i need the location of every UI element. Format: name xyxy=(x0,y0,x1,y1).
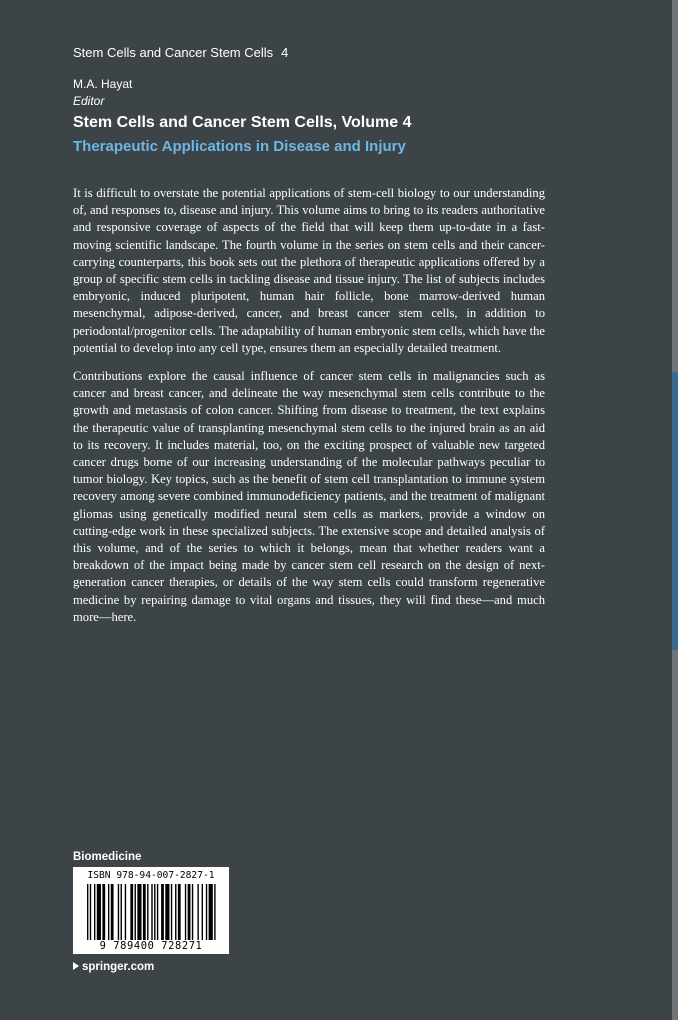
description-paragraph: It is difficult to overstate the potential applications of stem-cell biology to our understanding of, and responses to, disease and injury. This volume aims to bring to its readers authoritative and responsive coverage of aspects of the field that will keep them up-to-date in a fast-moving scientific landscape. The fourth volume in the series on stem cells and their cancer-carrying counterparts, this book sets out the plethora of therapeutic applications offered by a group of specific stem cells in tackling disease and tissue injury. The list of subjects includes embryonic, induced pluripotent, human hair follicle, bone marrow-derived human mesenchymal, adipose-derived, cancer, and breast cancer stem cells, in addition to periodontal/progenitor cells. The adaptability of human embryonic stem cells, which have the potential to develop into any cell type, ensures them an especially detailed treatment. xyxy=(73,186,545,355)
barcode-bar xyxy=(209,884,213,940)
barcode-bar xyxy=(214,884,215,940)
barcode-bar xyxy=(206,884,207,940)
spine-accent-band xyxy=(672,372,678,650)
barcode-bar xyxy=(161,884,164,940)
barcode-bar xyxy=(157,884,158,940)
series-heading xyxy=(73,45,593,61)
barcode-bar xyxy=(175,884,176,940)
barcode-bar xyxy=(137,884,141,940)
barcode-bar xyxy=(143,884,146,940)
barcode-bar xyxy=(185,884,186,940)
barcode-bar xyxy=(188,884,191,940)
barcode-bar xyxy=(108,884,109,940)
description-paragraph: Contributions explore the causal influence of cancer stem cells in malignancies such as cancer and breast cancer, and delineate the way mesenchymal stem cells contribute to the growth and metastasis of colon cancer. Shifting from disease to treatment, the text explains the therapeutic value of transplanting mesenchymal stem cells to the injured brain as an aid to its recovery. It includes material, too, on the exciting prospect of valuable new targeted cancer drugs borne of our increasing understanding of the molecular pathways peculiar to tumor biology. Key topics, such as the benefit of stem cell transplantation to immune system recovery among severe combined immunodeficiency patients, and the treatment of malignant gliomas using genetically modified neural stem cells as markers, provide a window on cutting-edge work in these specialized subjects. The extensive scope and detailed analysis of this volume, and of the series to which it belongs, mean that whether readers want a breakdown of the impact being made by cancer stem cell research on the design of next-generation cancer therapies, or details of the way stem cells could transform regenerative medicine by repairing damage to vital organs and tissues, they will find these—and much more—here. xyxy=(73,369,545,624)
editor-role: Editor xyxy=(73,94,105,108)
triangle-arrow-right-icon xyxy=(73,962,79,970)
barcode-bar xyxy=(154,884,155,940)
series-number: 4 xyxy=(281,45,289,60)
barcode-bar xyxy=(202,884,203,940)
subject-category: Biomedicine xyxy=(73,851,142,863)
barcode-bar xyxy=(135,884,136,940)
barcode-bar xyxy=(87,884,88,940)
barcode-bar xyxy=(125,884,126,940)
barcode-bar xyxy=(147,884,148,940)
barcode-bar xyxy=(197,884,198,940)
barcode-bar xyxy=(90,884,91,940)
barcode-bar xyxy=(121,884,122,940)
book-title: Stem Cells and Cancer Stem Cells, Volume 4 xyxy=(73,114,412,131)
publisher-link-text: springer.com xyxy=(82,961,155,973)
isbn-label: ISBN 978-94-007-2827-1 xyxy=(87,870,215,881)
barcode-bar xyxy=(102,884,105,940)
book-subtitle: Therapeutic Applications in Disease and Injury xyxy=(73,138,406,155)
barcode-bar xyxy=(178,884,181,940)
barcode-bar xyxy=(118,884,119,940)
barcode-bar xyxy=(111,884,114,940)
series-name: Stem Cells and Cancer Stem Cells xyxy=(73,45,274,60)
editor-name: M.A. Hayat xyxy=(73,77,133,91)
barcode-bar xyxy=(130,884,133,940)
barcode-digits: 9 789400 728271 xyxy=(99,940,203,952)
book-description xyxy=(73,185,545,626)
barcode-bar xyxy=(151,884,152,940)
barcode-bar xyxy=(165,884,169,940)
barcode-bar xyxy=(94,884,95,940)
barcode-bar xyxy=(171,884,172,940)
barcode-bar xyxy=(192,884,193,940)
publisher-link[interactable] xyxy=(73,960,154,974)
isbn-barcode xyxy=(73,867,229,954)
barcode-bar xyxy=(97,884,101,940)
barcode-bars xyxy=(87,884,217,940)
